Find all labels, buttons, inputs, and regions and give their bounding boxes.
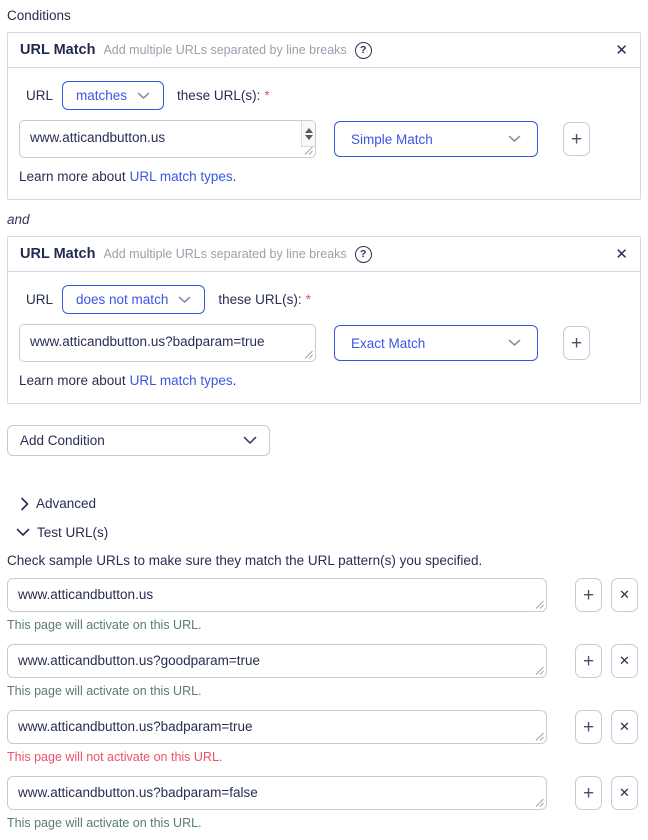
resize-grip-icon[interactable] (304, 146, 313, 155)
remove-test-url-button[interactable]: ✕ (611, 644, 638, 678)
match-type-select[interactable] (334, 121, 538, 157)
test-url-input[interactable] (7, 710, 547, 744)
match-type-value: Simple Match (351, 131, 433, 147)
url-input-row (19, 120, 629, 158)
remove-test-url-button[interactable]: ✕ (611, 710, 638, 744)
add-test-url-button[interactable]: + (575, 776, 602, 810)
resize-grip-icon[interactable] (535, 666, 544, 675)
close-icon[interactable]: ✕ (615, 41, 628, 59)
test-url-row (7, 578, 641, 632)
test-url-row (7, 644, 641, 698)
card-body (8, 68, 640, 199)
chevron-down-icon (137, 92, 150, 100)
chevron-down-icon (16, 528, 30, 537)
chevron-down-icon (178, 296, 191, 304)
learn-more-text: Learn more about (19, 169, 126, 184)
chevron-right-icon (20, 497, 29, 511)
card-header (8, 237, 640, 272)
card-title: URL Match (20, 42, 96, 58)
advanced-label: Advanced (36, 496, 97, 511)
chevron-down-icon (508, 135, 521, 143)
remove-test-url-button[interactable]: ✕ (611, 776, 638, 810)
resize-grip-icon[interactable] (535, 600, 544, 609)
add-url-button[interactable]: + (563, 326, 590, 360)
add-test-url-button[interactable]: + (575, 578, 602, 612)
card-body (8, 272, 640, 403)
help-icon[interactable]: ? (355, 42, 372, 59)
add-condition-select[interactable] (7, 425, 270, 456)
test-url-status: This page will activate on this URL. (7, 684, 202, 698)
test-url-value: www.atticandbutton.us?badparam=false (18, 785, 258, 800)
test-url-line (7, 578, 641, 612)
test-urls-label: Test URL(s) (37, 525, 109, 540)
card-header (8, 33, 640, 68)
operator-row (19, 285, 629, 314)
resize-grip-icon[interactable] (535, 732, 544, 741)
operator-row (19, 81, 629, 110)
test-url-value: www.atticandbutton.us (18, 587, 154, 602)
learn-more-row (19, 373, 629, 388)
test-url-input[interactable] (7, 644, 547, 678)
condition-joiner: and (7, 212, 30, 227)
add-url-button[interactable]: + (563, 122, 590, 156)
help-icon[interactable]: ? (355, 246, 372, 263)
learn-more-period: . (232, 169, 237, 184)
remove-test-url-button[interactable]: ✕ (611, 578, 638, 612)
required-asterisk: * (264, 88, 270, 103)
learn-more-text: Learn more about (19, 373, 126, 388)
add-condition-label: Add Condition (20, 433, 105, 448)
chevron-down-icon (243, 436, 257, 445)
url-label: URL (26, 292, 54, 307)
target-label: these URL(s): (218, 292, 302, 307)
test-url-row (7, 710, 641, 764)
page-title: Conditions (7, 8, 71, 23)
test-url-value: www.atticandbutton.us?goodparam=true (18, 653, 261, 668)
url-textarea-value: www.atticandbutton.us?badparam=true (30, 334, 265, 349)
learn-more-period: . (232, 373, 237, 388)
learn-more-row (19, 169, 629, 184)
operator-select-value: matches (76, 88, 128, 103)
test-url-status: This page will activate on this URL. (7, 816, 202, 830)
condition-card-url-match-2 (7, 236, 641, 404)
operator-select[interactable] (62, 81, 164, 110)
url-textarea-value: www.atticandbutton.us (30, 130, 166, 145)
card-title: URL Match (20, 246, 96, 262)
test-url-status: This page will activate on this URL. (7, 618, 202, 632)
advanced-toggle[interactable] (7, 496, 641, 511)
stepper-icon[interactable] (301, 121, 315, 147)
test-urls-description: Check sample URLs to make sure they match the URL pattern(s) you specified. (7, 553, 483, 568)
add-test-url-button[interactable]: + (575, 644, 602, 678)
card-hint: Add multiple URLs separated by line breaks (103, 247, 347, 261)
resize-grip-icon[interactable] (535, 798, 544, 807)
operator-select[interactable] (62, 285, 205, 314)
card-hint: Add multiple URLs separated by line breaks (103, 43, 347, 57)
match-type-select[interactable] (334, 325, 538, 361)
url-input-row (19, 324, 629, 362)
url-match-types-link[interactable]: URL match types (129, 373, 233, 388)
url-match-types-link[interactable]: URL match types (129, 169, 233, 184)
target-label: these URL(s): (177, 88, 261, 103)
url-textarea[interactable] (19, 120, 316, 158)
test-url-input[interactable] (7, 578, 547, 612)
test-url-row (7, 776, 641, 830)
chevron-down-icon (508, 339, 521, 347)
test-url-line (7, 644, 641, 678)
url-textarea[interactable] (19, 324, 316, 362)
match-type-value: Exact Match (351, 335, 426, 351)
condition-card-url-match-1 (7, 32, 641, 200)
add-test-url-button[interactable]: + (575, 710, 602, 744)
test-urls-toggle[interactable] (7, 525, 641, 540)
test-url-line (7, 776, 641, 810)
resize-grip-icon[interactable] (304, 350, 313, 359)
close-icon[interactable]: ✕ (615, 245, 628, 263)
test-url-line (7, 710, 641, 744)
url-label: URL (26, 88, 54, 103)
test-url-input[interactable] (7, 776, 547, 810)
required-asterisk: * (305, 292, 311, 307)
test-url-status: This page will not activate on this URL. (7, 750, 223, 764)
operator-select-value: does not match (76, 292, 169, 307)
test-url-value: www.atticandbutton.us?badparam=true (18, 719, 253, 734)
